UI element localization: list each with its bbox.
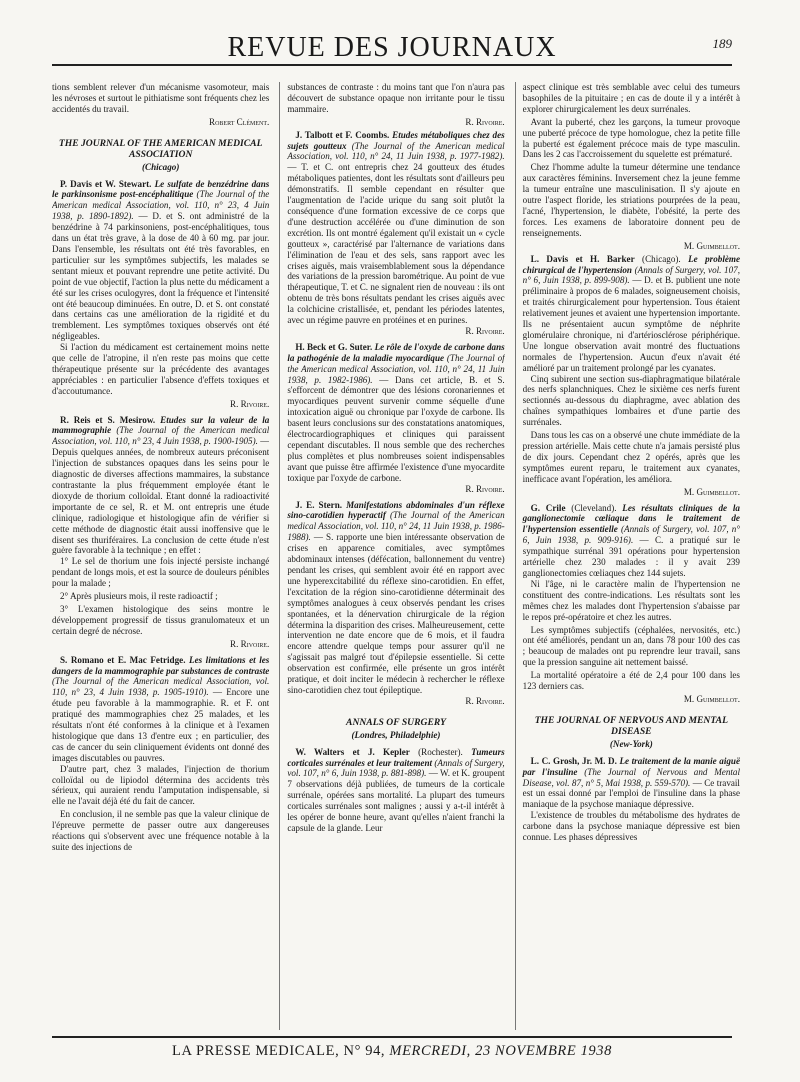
abstract-text: — S. rapporte une bien intéressante observation de crises en apparence comitiales, avec symptômes abdominaux intenses (défécation, ballonnement du ventre) pendant les crises, qui semblent avoir été en rapport avec une hyperexcitabilité du réflexe sino-carotidien. En effet, l'excitation de la région sino-carotidienne déterminait des symptômes analogues à ceux observés pendant les crises spontanées, et la dénervation chirurgicale de la région détermina la disparition des crises. Malheureusement, cette intervention ne date encore que de 6 mois, et il faudra encore attendre quelque temps pour assurer qu'il ne s'agissait pas malgré tout d'épilepsie essentielle. Si cette observation est confirmée, elle présente un gros intérêt pratique, et doit inciter le médecin à rechercher le réflexe sino-carotidien chez tout épileptique.: [287, 532, 505, 695]
abstract-paragraph: Ni l'âge, ni le caractère malin de l'hypertension ne constituent des contre-indications. Les résultats sont les mêmes chez les malades dont l'hypertension s'abaisse par le repos pré-opératoire et chez les autres.: [522, 578, 740, 622]
abstract-authors: L. Davis et H. Barker: [530, 253, 635, 264]
signature: Robert Clément.: [209, 116, 270, 127]
abstract-text: — D. et B. publient une note préliminaire à propos de 6 malades, soigneusement choisis, et traités chirurgicalement pour hypertension. Tous étaient relativement jeunes et avaient une hypertension importante. Ils ne présentaient aucun symptôme de néphrite glomérulaire chronique, ni d'artériosclérose périphérique. Une longue observation avait montré des fluctuations normales de l'hypertension. Aucun d'eux n'avait été amélioré par un traitement prolongé par les cyanates.: [522, 275, 740, 373]
abstract: [52, 179, 269, 410]
signature: R. Rivoire.: [230, 398, 270, 409]
abstract: [523, 756, 740, 843]
abstract-text: — D. et S. ont administré de la benzédrine à 74 parkinsoniens, post-encéphalitiques, tous dans un état très grave, à la dose de 40 à 60 mg. par jour. Dans l'ensemble, les résultats ont été très favorables, en particulier sur les symptômes subjectifs, les malades se sentant mieux et pouvant reprendre une petite activité. Du point de vue objectif, l'action la plus nette du médicament a été sur les crises oculogyres, dont la fréquence et l'intensité ont été beaucoup diminuées. En outre, D. et S. ont constaté dans certains cas une amélioration de la rigidité et du tremblement. Les symptômes toxiques observés ont été négligeables.: [52, 211, 270, 342]
page-header: [52, 28, 732, 66]
footer-line: [52, 1043, 732, 1060]
continued-text: substances de contraste : du moins tant que l'on n'aura pas découvert de substance opaque non irritante pour le tissu mammaire.: [287, 82, 505, 114]
abstract-authors: H. Beck et G. Suter.: [295, 341, 373, 352]
abstract-reference: (The Journal of the American medical Association, vol. 110, n° 24, 11 Juin 1938, p. 1986-1988).: [287, 510, 505, 543]
abstract-authors: G. Crile: [530, 502, 566, 513]
list-item: 3° L'examen histologique des seins montre le développement progressif de tissus granulomateux et un certain degré de nécrose.: [52, 603, 270, 636]
abstract-text: — Ce travail est un essai donné par l'emploi de l'insuline dans la phase maniaque de la psychose maniaque dépressive.: [522, 777, 740, 810]
abstract: [287, 130, 504, 337]
continued-text: aspect clinique est très semblable avec celui des tumeurs basophiles de la pituitaire ; en cas de doute il y a intérêt à explorer chirurgicalement les deux surrénales.: [522, 82, 740, 114]
abstract-text: — W. et K. groupent 7 observations déjà publiées, de tumeurs de la corticale surrénale, opérées sans mortalité. La plupart des tumeurs corticales surrénales sont malignes ; aussi y a-t-il intérêt à les opérer de bonne heure, avant qu'elles n'aient franchi la capsule de la glande. Leur: [287, 768, 505, 833]
abstract-authors: L. C. Grosh, Jr. M. D.: [530, 755, 617, 766]
abstract-place: (Rochester).: [418, 746, 463, 757]
abstract: [52, 655, 269, 853]
abstract-authors: J. E. Stern.: [295, 499, 343, 510]
abstract-paragraph: Chez l'homme adulte la tumeur détermine une tendance aux caractères féminins. Inversement chez la jeune femme la tumeur entraîne une masculinisation. Il s'y ajoute en outre l'aspect floride, les striations pourprées de la peau, l'acné, l'hypertension, le diabète, l'obésité, la perte des forces. Les examens de laboratoire donnent peu de renseignements.: [522, 162, 740, 238]
abstract: [523, 503, 740, 705]
abstract-authors: S. Romano et E. Mac Fetridge.: [60, 654, 186, 665]
abstract-reference: (Annals of Surgery, vol. 107, n° 6, Juin 1938, p. 881-898).: [287, 757, 505, 779]
list-item: 1° Le sel de thorium une fois injecté persiste inchangé pendant de longs mois, et est la source de douleurs pénibles pour la malade ;: [52, 556, 270, 589]
abstract-title: Le sulfate de benzédrine dans le parkinsonisme post-encéphalitique: [52, 178, 270, 200]
abstract-authors: R. Reis et S. Mesirow.: [60, 414, 156, 425]
abstract-paragraph: Si l'action du médicament est certainement moins nette que celle de l'atropine, il n'en reste pas moins que cette thérapeutique présente sur la précédente des avantages appréciables : en particulier l'absence d'effets toxiques et d'accoutumance.: [52, 342, 270, 396]
footer-issue: N° 94,: [343, 1043, 386, 1059]
footer-journal: LA PRESSE MEDICALE,: [172, 1043, 340, 1059]
section-title: ANNALS OF SURGERY: [346, 716, 446, 728]
abstract-heading: [287, 747, 504, 834]
signature: M. Guimbellot.: [683, 486, 740, 497]
section-title: THE JOURNAL OF NERVOUS AND MENTAL DISEASE: [534, 714, 728, 737]
abstract-paragraph: Dans tous les cas on a observé une chute immédiate de la pression artérielle. Mais cette chute n'a jamais persisté plus de dix jours. Cependant chez 2 opérés, après que les symptômes eurent reparu, le traitement aux cyanates, inefficace avant l'opération, les améliora.: [522, 430, 740, 484]
abstract-heading: [52, 415, 269, 557]
signature: M. Guimbellot.: [683, 693, 740, 704]
abstract-title: Le rôle de l'oxyde de carbone dans la pathogénie de la maladie myocardique: [287, 341, 505, 363]
abstract-paragraph: En conclusion, il ne semble pas que la valeur clinique de l'épreuve permette de passer outre aux dangereuses réactions qui s'observent avec une fréquence notable à la suite des injections de: [52, 809, 270, 852]
list-item: 2° Après plusieurs mois, il reste radioactif ;: [60, 591, 218, 602]
abstract: [287, 342, 504, 495]
signature: R. Rivoire.: [465, 325, 505, 336]
abstract-place: (Cleveland).: [571, 502, 617, 513]
abstract-heading: [523, 254, 740, 374]
signature: R. Rivoire.: [230, 638, 270, 649]
section-place: (New-York): [609, 738, 653, 749]
article-columns: [52, 82, 740, 1030]
abstract-heading: [523, 503, 740, 579]
abstract-authors: W. Walters et J. Kepler: [295, 746, 410, 757]
running-title: REVUE DES JOURNAUX: [227, 32, 557, 63]
abstract-text: — Depuis quelques années, de nombreux auteurs préconisent l'injection de substances opaques dans les seins pour le diagnostic de diverses affections mammaires, la substance contrastante la plus fréquemment employée étant le dioxyde de thorium colloïdal. Etant donné la radioactivité importante de ce sel, R. et M. ont entrepris une étude clinique, radiologique et histologique afin de vérifier si cette méthode de diagnostic était aussi inoffensive que le disent ses thuriféraires. La conclusion de cette étude n'est guère favorable à la technique ; en effet :: [52, 436, 270, 556]
abstract-heading: [52, 655, 269, 764]
abstract-reference: (Annals of Surgery, vol. 107, n° 6, Juin 1938, p. 899-908).: [522, 264, 740, 286]
abstract: [287, 747, 504, 834]
abstract-title: Les limitations et les dangers de la mammographie par substances de contraste: [52, 654, 270, 676]
signature: R. Rivoire.: [465, 483, 505, 494]
abstract-text: — C. a pratiqué sur le sympathique surrénal 391 opérations pour hypertension artérielle chez 230 malades : il y avait 239 ganglionectomies cœliaques chez 144 sujets.: [522, 535, 740, 578]
abstract-reference: (The Journal of the American medical Association, vol. 110, n° 24, 11 Juin 1938, p. 1977-1982).: [287, 140, 505, 162]
column-1: [52, 82, 269, 1030]
section-title: THE JOURNAL OF THE AMERICAN MEDICAL ASSOCIATION: [58, 137, 263, 160]
abstract-reference: (The Journal of the American medical Association, vol. 110, n° 23, 4 Juin 1938, p. 1890-1892).: [52, 189, 270, 222]
abstract-authors: P. Davis et W. Stewart.: [60, 178, 152, 189]
abstract-paragraph: Cinq subirent une section sus-diaphragmatique bilatérale des nerfs splanchniques. Chez le sixième ces nerfs furent sectionnés au-dessous du diaphragme, avec ablation des chaînes sympathiques lombaires et d'une partie des surrénales.: [522, 373, 740, 428]
abstract-text: — T. et C. ont entrepris chez 24 goutteux des études métaboliques patientes, dont les résultats sont d'ailleurs peu démonstratifs. Il semble cependant en résulter que l'augmentation de l'acide urique du sang soit plutôt la conséquence d'une formation excessive de ce corps que d'une destruction accélérée ou d'une diminution de son excrétion. Ils ont montré également qu'il existait un « cycle goutteux », caractérisé par l'alternance de variations dans l'élimination de l'eau et des sels, sans rapport avec les crises aiguës, mais vraisemblablement sous la dépendance des variations de la pression barométrique. Au point de vue thérapeutique, T. et C. ne signalent rien de nouveau : ils ont obtenu de très bons résultats pendant les crises aiguës avec la colchicine cristallisée, et, pendant les périodes latentes, avec un régime pauvre en protéines et en purines.: [287, 162, 505, 326]
abstract-reference: (The Journal of the American medical Association, vol. 110, n° 24, 11 Juin 1938, p. 1982-1986).: [287, 352, 505, 385]
abstract-title: Le traitement de la manie aiguë par l'insuline: [522, 755, 740, 777]
abstract-reference: (The Journal of the American medical Association, vol. 110, n° 23, 4 Juin 1938, p. 1900-1905).: [52, 425, 270, 447]
numbered-list: [52, 556, 269, 636]
abstract-heading: [287, 130, 504, 326]
abstract-paragraph: Les symptômes subjectifs (céphalées, nervosités, etc.) ont été améliorés, pendant un an, dans 78 pour 100 des cas ; beaucoup de malades ont pu reprendre leur travail, sans que la pression sanguine ait nettement baissé.: [522, 624, 740, 668]
column-2: [279, 82, 504, 1030]
section-place: (Londres, Philadelphie): [351, 729, 441, 740]
abstract-place: (Chicago).: [642, 253, 681, 264]
abstract-title: Tumeurs corticales surrénales et leur traitement: [287, 746, 505, 768]
abstract-reference: (The Journal of Nervous and Mental Disease, vol. 87, n° 5, Mai 1938, p. 559-570).: [522, 766, 740, 788]
continued-text: tions semblent relever d'un mécanisme vasomoteur, mais les névroses et surtout le pithiatisme sont fréquents chez les accidentés du travail.: [52, 82, 270, 114]
abstract: [523, 254, 740, 498]
abstract-text: — Encore une étude peu favorable à la mammographie. R. et F. ont pratiqué des mammographies chez 25 malades, et les résultats n'ont été conformes à la clinique et à l'examen histologique que dans 13 d'entre eux ; en particulier, des cas de cancer du sein cliniquement évidents ont donné des images discutables ou pauvres.: [52, 687, 270, 763]
page-number: 189: [712, 36, 732, 51]
abstract-heading: [287, 500, 504, 696]
abstract-title: Etudes sur la valeur de la mammographie: [52, 414, 270, 436]
abstract-text: — Dans cet article, B. et S. s'efforcent de démontrer que des lésions coronariennes et myocardiques peuvent survenir comme séquelle d'une intoxication aiguë ou chronique par l'oxyde de carbone. Ils basent leurs conclusions sur des constatations anatomiques, électrocardiographiques et cliniques qui paraissent cependant discutables. Il nous semble que des recherches plus complètes et plus nombreuses soient indispensables avant que puisse être affirmée l'existence d'une myocardite toxique par l'oxyde de carbone.: [287, 374, 505, 483]
abstract-title: Les résultats cliniques de la ganglionectomie cœliaque dans le traitement de l'hypertension essentielle: [522, 502, 740, 535]
abstract-title: Etudes métaboliques chez des sujets goutteux: [287, 129, 505, 151]
abstract-reference: (Annals of Surgery, vol. 107, n° 6, Juin 1938, p. 909-916).: [522, 524, 740, 546]
abstract-authors: J. Talbott et F. Coombs.: [295, 129, 390, 140]
section-place: (Chicago): [141, 161, 180, 172]
abstract-reference: (The Journal of the American medical Association, vol. 110, n° 23, 4 Juin 1938, p. 1905-1910).: [52, 676, 270, 698]
signature: M. Guimbellot.: [683, 240, 740, 251]
abstract-heading: [523, 756, 740, 811]
abstract-title: Le problème chirurgical de l'hypertension: [522, 253, 740, 275]
abstract-heading: [52, 179, 269, 343]
signature: R. Rivoire.: [465, 116, 505, 127]
abstract: [52, 415, 269, 650]
signature: R. Rivoire.: [465, 695, 505, 706]
column-3: [515, 82, 740, 1030]
abstract-paragraph: Avant la puberté, chez les garçons, la tumeur provoque une puberté précoce de type homologue, chez la petite fille la puberté est également précoce mais de type masculin. Dans les 2 cas l'accroissement du squelette est prématuré.: [522, 116, 740, 160]
footer-date: MERCREDI, 23 NOVEMBRE 1938: [389, 1043, 612, 1059]
abstract: [287, 500, 504, 707]
abstract-title: Manifestations abdominales d'un réflexe sino-carotidien hyperactif: [287, 499, 505, 521]
abstract-heading: [287, 342, 504, 484]
abstract-paragraph: La mortalité opératoire a été de 2,4 pour 100 dans les 123 derniers cas.: [522, 670, 740, 692]
abstract-paragraph: L'existence de troubles du métabolisme des hydrates de carbone dans la psychose maniaque dépressive est bien connue. Les phases dépressives: [522, 810, 740, 843]
abstract-paragraph: D'autre part, chez 3 malades, l'injection de thorium colloïdal ou de lipiodol détermina des accidents très sérieux, qui auraient rendu l'amputation indispensable, si elle ne l'avait déjà été du fait de cancer.: [52, 763, 270, 807]
page-footer: [52, 1036, 732, 1064]
